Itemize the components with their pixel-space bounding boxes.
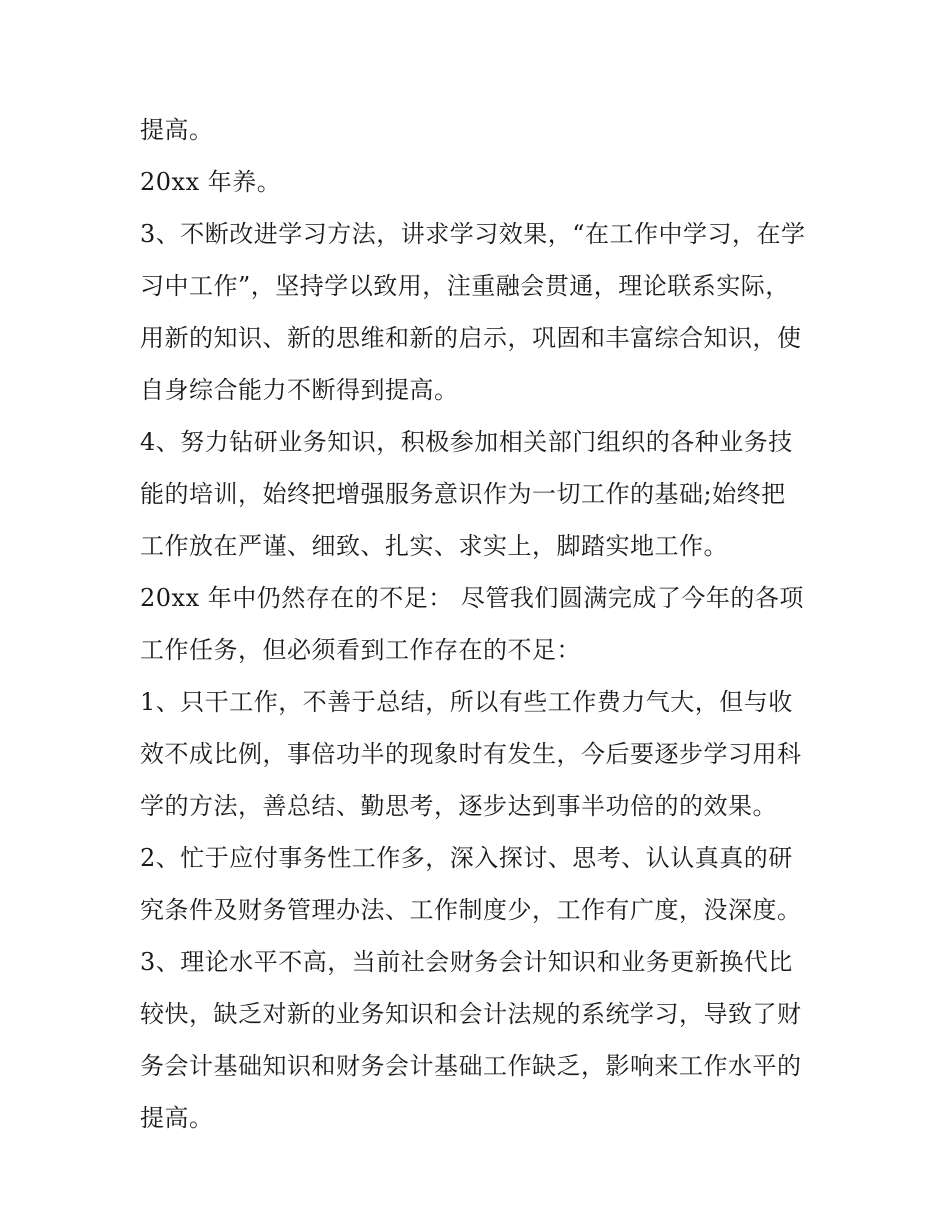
text-line-9: 工作放在严谨、细致、扎实、求实上，脚踏实地工作。	[140, 532, 728, 560]
text-line-15: 2、忙于应付事务性工作多，深入探讨、思考、认认真真的研	[140, 844, 793, 872]
text-line-6: 自身综合能力不断得到提高。	[140, 376, 459, 404]
text-line-5: 用新的知识、新的思维和新的启示，巩固和丰富综合知识，使	[140, 324, 802, 352]
text-line-17: 3、理论水平不高，当前社会财务会计知识和业务更新换代比	[140, 948, 793, 976]
text-line-14: 学的方法，善总结、勤思考，逐步达到事半功倍的的效果。	[140, 792, 777, 820]
text-line-19: 务会计基础知识和财务会计基础工作缺乏，影响来工作水平的	[140, 1052, 802, 1080]
text-line-20: 提高。	[140, 1104, 214, 1132]
text-line-10: 20xx 年中仍然存在的不足： 尽管我们圆满完成了今年的各项	[140, 584, 804, 612]
text-line-13: 效不成比例，事倍功半的现象时有发生，今后要逐步学习用科	[140, 740, 802, 768]
text-line-16: 究条件及财务管理办法、工作制度少，工作有广度，没深度。	[140, 896, 802, 924]
text-line-4: 习中工作”，坚持学以致用，注重融会贯通，理论联系实际，	[140, 272, 790, 300]
document-body	[140, 104, 820, 1144]
text-line-18: 较快，缺乏对新的业务知识和会计法规的系统学习，导致了财	[140, 1000, 802, 1028]
text-line-12: 1、只干工作，不善于总结，所以有些工作费力气大，但与收	[140, 688, 793, 716]
text-line-2: 20xx 年养。	[140, 168, 282, 196]
text-line-8: 能的培训，始终把增强服务意识作为一切工作的基础;始终把	[140, 480, 786, 508]
text-line-11: 工作任务，但必须看到工作存在的不足：	[140, 636, 581, 664]
text-line-3: 3、不断改进学习方法，讲求学习效果，“在工作中学习，在学	[140, 220, 806, 248]
text-line-1: 提高。	[140, 116, 214, 144]
text-line-7: 4、努力钻研业务知识，积极参加相关部门组织的各种业务技	[140, 428, 793, 456]
